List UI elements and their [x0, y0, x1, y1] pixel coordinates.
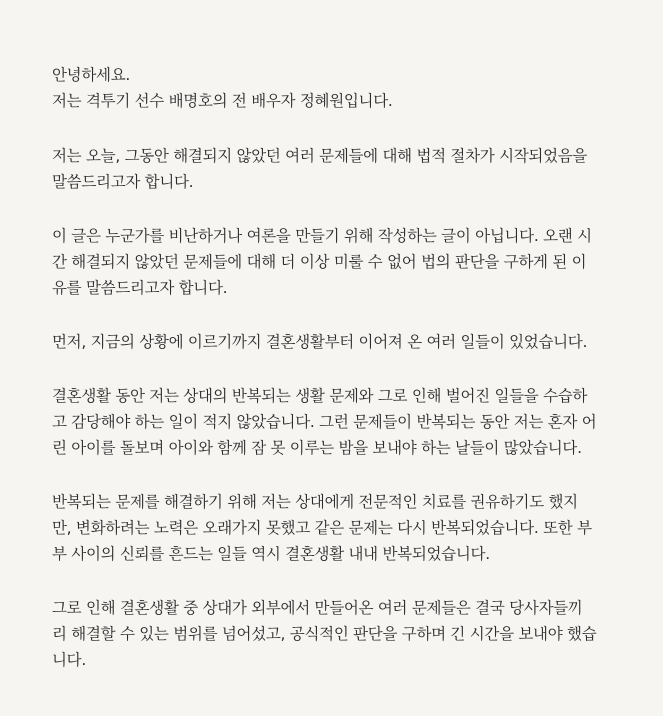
text-line: 만, 변화하려는 노력은 오래가지 못했고 같은 문제는 다시 반복되었습니다. 또한 부 [52, 519, 592, 537]
paragraph-legal-notice [52, 143, 652, 195]
text-line: 이 글은 누군가를 비난하거나 여론을 만들기 위해 작성하는 글이 아닙니다. 오랜 시 [52, 227, 592, 245]
text-line: 간 해결되지 않았던 문제들에 대해 더 이상 미룰 수 없어 법의 판단을 구하게 된 이 [52, 253, 587, 271]
text-line: 저는 오늘, 그동안 해결되지 않았던 여러 문제들에 대해 법적 절차가 시작되었음을 [52, 147, 588, 165]
text-line: 저는 격투기 선수 배명호의 전 배우자 정혜원입니다. [52, 92, 393, 110]
paragraph-greeting [52, 62, 652, 114]
text-line: 결혼생활 동안 저는 상대의 반복되는 생활 문제와 그로 인해 벌어진 일들을 수습하 [52, 387, 588, 405]
text-line: 린 아이를 돌보며 아이와 함께 잠 못 이루는 밤을 보내야 하는 날들이 많았습니다. [52, 439, 582, 457]
text-line: 먼저, 지금의 상황에 이르기까지 결혼생활부터 이어져 온 여러 일들이 있었습니다. [52, 333, 588, 351]
text-line: 그로 인해 결혼생활 중 상대가 외부에서 만들어온 여러 문제들은 결국 당사자들끼 [52, 599, 583, 617]
paragraph-outcome [52, 595, 652, 673]
text-line: 유를 말씀드리고자 합니다. [52, 279, 228, 297]
paragraph-treatment [52, 489, 652, 567]
text-line: 반복되는 문제를 해결하기 위해 저는 상대에게 전문적인 치료를 권유하기도 했지 [52, 493, 578, 511]
paragraph-background [52, 329, 652, 355]
text-line: 고 감당해야 하는 일이 적지 않았습니다. 그런 문제들이 반복되는 동안 저는 혼자 어 [52, 413, 597, 431]
text-line: 안녕하세요. [52, 66, 130, 84]
paragraph-purpose [52, 223, 652, 301]
text-line: 부 사이의 신뢰를 흔드는 일들 역시 결혼생활 내내 반복되었습니다. [52, 545, 490, 563]
paragraph-marriage-life [52, 383, 652, 461]
text-line: 말씀드리고자 합니다. [52, 173, 194, 191]
text-line: 니다. [52, 651, 86, 669]
text-line: 리 해결할 수 있는 범위를 넘어섰고, 공식적인 판단을 구하며 긴 시간을 보내야 했습 [52, 625, 597, 643]
